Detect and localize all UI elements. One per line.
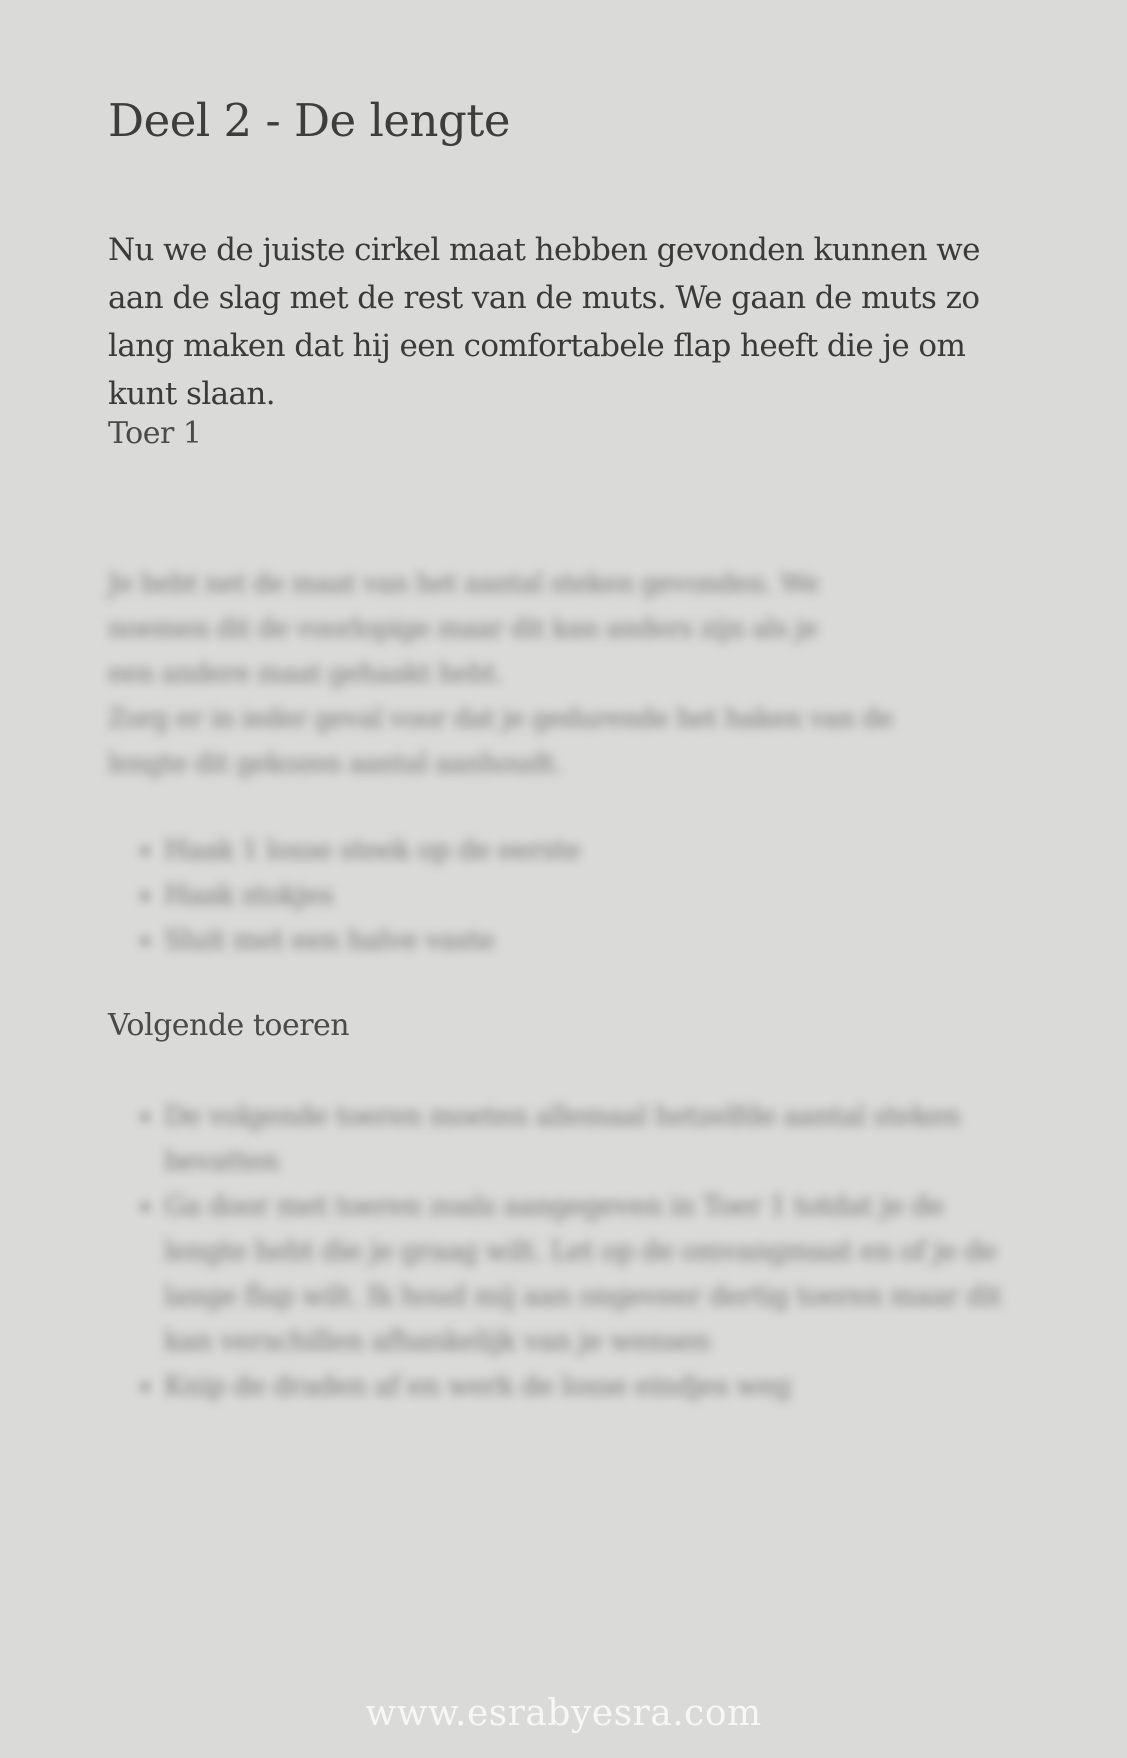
paragraph-line: Zorg er in ieder geval voor dat je gedurende het haken van de [108, 704, 894, 734]
paragraph-line: Je hebt net de maat van het aantal steken gevonden. We [108, 569, 819, 599]
page-title: Deel 2 - De lengte [108, 94, 511, 147]
volgende-toeren-list [108, 1094, 1024, 1409]
list-item: • Haak stokjes [164, 873, 1024, 918]
toer-1-list [108, 828, 1024, 963]
list-item: • Sluit met een halve vaste [164, 918, 1024, 963]
list-item: • Knip de draden af en werk de losse eindjes weg [164, 1364, 1024, 1409]
intro-paragraph: Nu we de juiste cirkel maat hebben gevonden kunnen we aan de slag met de rest van de muts. We gaan de muts zo lang maken dat hij een comfortabele flap heeft die je om kunt slaan. [108, 232, 980, 412]
toer-1-paragraph [108, 562, 1018, 787]
paragraph-line: noemen dit de voorlopige maar dit kan anders zijn als je [108, 614, 818, 644]
section-heading-volgende-toeren: Volgende toeren [108, 1008, 350, 1043]
list-item: • De volgende toeren moeten allemaal hetzelfde aantal steken bevatten [164, 1094, 1024, 1184]
paragraph-line: lengte dit gekozen aantal aanhoudt. [108, 749, 562, 779]
list-item: • Ga door met toeren zoals aangegeven in Toer 1 totdat je de lengte hebt die je graag wilt. Let op de omvangmaat en of je de lange flap wilt. Ik houd mij aan ongeveer dertig toeren maar dit kan verschillen afhankelijk van je wensen [164, 1184, 1024, 1364]
footer-website: www.esrabyesra.com [365, 1693, 762, 1734]
section-heading-toer-1: Toer 1 [108, 416, 202, 451]
paragraph-line: een andere maat gehaakt hebt. [108, 659, 503, 689]
list-item: • Haak 1 losse steek op de eerste [164, 828, 1024, 873]
